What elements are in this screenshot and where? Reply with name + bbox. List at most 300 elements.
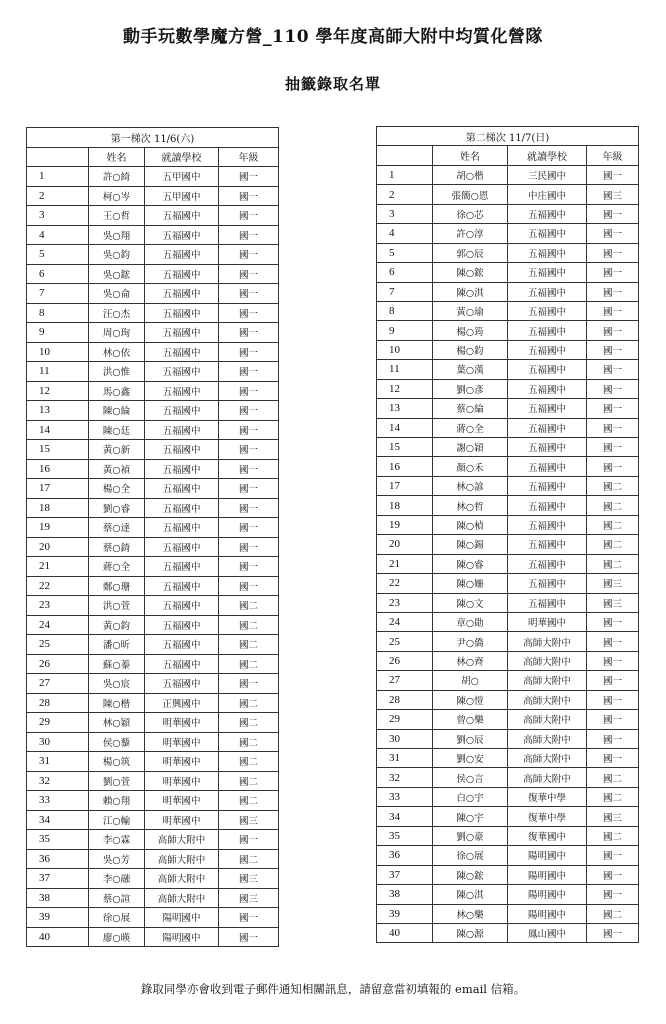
- batch-2-table: [376, 126, 639, 943]
- school-name: 五福國中: [508, 574, 587, 593]
- school-name: 陽明國中: [145, 908, 219, 928]
- grade-level: 國三: [219, 869, 279, 889]
- table-row: [377, 204, 639, 223]
- student-name: 陳○姍: [433, 574, 508, 593]
- student-name: 陳○楨: [433, 515, 508, 534]
- school-name: 高師大附中: [508, 632, 587, 651]
- grade-level: 國一: [219, 206, 279, 226]
- student-name: 楊○筑: [89, 752, 145, 772]
- row-number: 9: [377, 321, 433, 340]
- row-number: 17: [377, 476, 433, 495]
- row-number: 7: [377, 282, 433, 301]
- grade-level: 國二: [219, 615, 279, 635]
- school-name: 五福國中: [145, 459, 219, 479]
- student-name: 蘇○蓁: [89, 654, 145, 674]
- student-name: 白○宇: [433, 787, 508, 806]
- grade-level: 國二: [219, 791, 279, 811]
- school-name: 高師大附中: [145, 849, 219, 869]
- table-row: [377, 515, 639, 534]
- table-row: [27, 381, 279, 401]
- school-name: 五福國中: [145, 420, 219, 440]
- table-row: [27, 206, 279, 226]
- school-name: 五福國中: [508, 243, 587, 262]
- table-row: [377, 399, 639, 418]
- school-name: 五福國中: [508, 457, 587, 476]
- grade-level: 國一: [219, 830, 279, 850]
- grade-level: 國一: [219, 264, 279, 284]
- row-number: 4: [377, 224, 433, 243]
- grade-level: 國一: [587, 165, 639, 184]
- header-name: 姓名: [433, 146, 508, 165]
- table-row: [377, 632, 639, 651]
- school-name: 高師大附中: [508, 710, 587, 729]
- school-name: 五福國中: [145, 303, 219, 323]
- school-name: 五福國中: [508, 340, 587, 359]
- school-name: 五福國中: [508, 224, 587, 243]
- table-row: [27, 498, 279, 518]
- row-number: 33: [27, 791, 89, 811]
- student-name: 林○依: [89, 342, 145, 362]
- student-name: 王○哲: [89, 206, 145, 226]
- student-name: 劉○豪: [433, 826, 508, 845]
- row-number: 4: [27, 225, 89, 245]
- row-number: 3: [377, 204, 433, 223]
- batch-1-caption: 第一梯次 11/6(六): [27, 128, 279, 148]
- grade-level: 國一: [219, 518, 279, 538]
- student-name: 陳○淇: [433, 885, 508, 904]
- table-row: [27, 615, 279, 635]
- student-name: 徐○展: [89, 908, 145, 928]
- table-row: [27, 674, 279, 694]
- grade-level: 國一: [587, 340, 639, 359]
- table-row: [27, 362, 279, 382]
- student-name: 陳○錫: [433, 535, 508, 554]
- grade-level: 國二: [587, 496, 639, 515]
- row-number: 35: [377, 826, 433, 845]
- table-row: [27, 869, 279, 889]
- row-number: 39: [27, 908, 89, 928]
- student-name: 楊○筠: [433, 321, 508, 340]
- table-row: [27, 342, 279, 362]
- row-number: 24: [377, 612, 433, 631]
- table-row: [377, 321, 639, 340]
- grade-level: 國一: [587, 282, 639, 301]
- school-name: 五福國中: [145, 479, 219, 499]
- student-name: 葉○漢: [433, 360, 508, 379]
- school-name: 五福國中: [508, 379, 587, 398]
- student-name: 潘○昕: [89, 635, 145, 655]
- row-number: 39: [377, 904, 433, 923]
- grade-level: 國二: [219, 732, 279, 752]
- row-number: 40: [27, 927, 89, 947]
- row-number: 5: [27, 245, 89, 265]
- table-header-row: [377, 146, 639, 165]
- school-name: 明華國中: [145, 713, 219, 733]
- school-name: 五福國中: [508, 282, 587, 301]
- school-name: 五福國中: [508, 535, 587, 554]
- table-row: [377, 749, 639, 768]
- school-name: 復華國中: [508, 826, 587, 845]
- row-number: 32: [27, 771, 89, 791]
- student-name: 吳○侖: [89, 284, 145, 304]
- school-name: 五福國中: [508, 418, 587, 437]
- row-number: 6: [377, 263, 433, 282]
- student-name: 蔡○達: [89, 518, 145, 538]
- table-row: [27, 225, 279, 245]
- grade-level: 國一: [587, 885, 639, 904]
- row-number: 26: [27, 654, 89, 674]
- row-number: 40: [377, 923, 433, 942]
- school-name: 明華國中: [145, 752, 219, 772]
- grade-level: 國一: [587, 321, 639, 340]
- school-name: 五福國中: [145, 654, 219, 674]
- grade-level: 國三: [587, 593, 639, 612]
- row-number: 1: [377, 165, 433, 184]
- table-row: [377, 904, 639, 923]
- grade-level: 國一: [587, 923, 639, 942]
- grade-level: 國一: [219, 674, 279, 694]
- school-name: 高師大附中: [145, 888, 219, 908]
- student-name: 吳○翔: [89, 225, 145, 245]
- row-number: 30: [27, 732, 89, 752]
- row-number: 29: [377, 710, 433, 729]
- grade-level: 國二: [587, 787, 639, 806]
- grade-level: 國一: [587, 671, 639, 690]
- student-name: 蔣○全: [433, 418, 508, 437]
- school-name: 明華國中: [145, 771, 219, 791]
- table-row: [27, 420, 279, 440]
- student-name: 馬○鑫: [89, 381, 145, 401]
- table-row: [377, 671, 639, 690]
- row-number: 38: [27, 888, 89, 908]
- table-row: [27, 557, 279, 577]
- grade-level: 國一: [587, 399, 639, 418]
- grade-level: 國二: [587, 554, 639, 573]
- row-number: 13: [377, 399, 433, 418]
- row-number: 37: [27, 869, 89, 889]
- student-name: 林○樂: [433, 904, 508, 923]
- school-name: 五福國中: [508, 321, 587, 340]
- grade-level: 國一: [587, 224, 639, 243]
- table-row: [27, 791, 279, 811]
- table-row: [377, 787, 639, 806]
- school-name: 陽明國中: [508, 846, 587, 865]
- row-number: 24: [27, 615, 89, 635]
- table-row: [377, 243, 639, 262]
- header-grade: 年級: [219, 147, 279, 167]
- school-name: 五福國中: [145, 635, 219, 655]
- school-name: 五福國中: [145, 498, 219, 518]
- student-name: 柯○岑: [89, 186, 145, 206]
- grade-level: 國一: [219, 323, 279, 343]
- school-name: 高師大附中: [508, 749, 587, 768]
- table-row: [377, 710, 639, 729]
- student-name: 洪○萱: [89, 596, 145, 616]
- table-row: [377, 923, 639, 942]
- grade-level: 國一: [219, 557, 279, 577]
- student-name: 蔣○全: [89, 557, 145, 577]
- row-number: 23: [377, 593, 433, 612]
- table-row: [27, 440, 279, 460]
- grade-level: 國一: [219, 362, 279, 382]
- student-name: 李○融: [89, 869, 145, 889]
- row-number: 8: [377, 301, 433, 320]
- header-grade: 年級: [587, 146, 639, 165]
- table-row: [377, 418, 639, 437]
- student-name: 劉○辰: [433, 729, 508, 748]
- student-name: 陳○文: [433, 593, 508, 612]
- grade-level: 國二: [587, 768, 639, 787]
- student-name: 蔡○諠: [89, 888, 145, 908]
- school-name: 五福國中: [508, 593, 587, 612]
- header-school: 就讀學校: [508, 146, 587, 165]
- student-name: 陳○淇: [433, 282, 508, 301]
- student-name: 蔡○錡: [89, 537, 145, 557]
- school-name: 五福國中: [145, 342, 219, 362]
- row-number: 12: [377, 379, 433, 398]
- grade-level: 國一: [587, 379, 639, 398]
- student-name: 劉○萱: [89, 771, 145, 791]
- grade-level: 國一: [587, 612, 639, 631]
- table-row: [27, 713, 279, 733]
- school-name: 五福國中: [145, 401, 219, 421]
- student-name: 章○勛: [433, 612, 508, 631]
- row-number: 21: [377, 554, 433, 573]
- grade-level: 國一: [587, 204, 639, 223]
- grade-level: 國二: [219, 654, 279, 674]
- row-number: 30: [377, 729, 433, 748]
- school-name: 五福國中: [145, 206, 219, 226]
- grade-level: 國一: [219, 303, 279, 323]
- student-name: 陳○睿: [433, 554, 508, 573]
- table-row: [27, 264, 279, 284]
- row-number: 37: [377, 865, 433, 884]
- grade-level: 國三: [219, 810, 279, 830]
- row-number: 38: [377, 885, 433, 904]
- student-name: 李○霖: [89, 830, 145, 850]
- table-row: [377, 729, 639, 748]
- row-number: 8: [27, 303, 89, 323]
- grade-level: 國一: [587, 865, 639, 884]
- student-name: 徐○芯: [433, 204, 508, 223]
- school-name: 五福國中: [508, 515, 587, 534]
- school-name: 五福國中: [508, 204, 587, 223]
- grade-level: 國二: [219, 693, 279, 713]
- grade-level: 國一: [587, 846, 639, 865]
- grade-level: 國一: [587, 749, 639, 768]
- table-row: [377, 612, 639, 631]
- school-name: 五福國中: [508, 496, 587, 515]
- table-row: [377, 379, 639, 398]
- row-number: 17: [27, 479, 89, 499]
- row-number: 33: [377, 787, 433, 806]
- row-number: 18: [27, 498, 89, 518]
- table-row: [377, 496, 639, 515]
- table-row: [377, 476, 639, 495]
- grade-level: 國一: [587, 438, 639, 457]
- student-name: 劉○安: [433, 749, 508, 768]
- row-number: 15: [27, 440, 89, 460]
- student-name: 陳○廷: [89, 420, 145, 440]
- school-name: 五福國中: [508, 301, 587, 320]
- school-name: 五福國中: [145, 537, 219, 557]
- student-name: 胡○: [433, 671, 508, 690]
- student-name: 林○穎: [89, 713, 145, 733]
- student-name: 吳○鈞: [89, 245, 145, 265]
- grade-level: 國二: [219, 771, 279, 791]
- row-number: 12: [27, 381, 89, 401]
- school-name: 陽明國中: [145, 927, 219, 947]
- student-name: 陳○宇: [433, 807, 508, 826]
- table-row: [377, 865, 639, 884]
- row-number: 18: [377, 496, 433, 515]
- student-name: 陳○愷: [433, 690, 508, 709]
- table-row: [27, 167, 279, 187]
- student-name: 許○綺: [89, 167, 145, 187]
- student-name: 黃○鈞: [89, 615, 145, 635]
- school-name: 五福國中: [145, 440, 219, 460]
- row-number: 9: [27, 323, 89, 343]
- table-row: [377, 282, 639, 301]
- row-number: 25: [27, 635, 89, 655]
- school-name: 五福國中: [508, 360, 587, 379]
- grade-level: 國一: [219, 284, 279, 304]
- grade-level: 國一: [587, 360, 639, 379]
- grade-level: 國一: [219, 420, 279, 440]
- school-name: 明華國中: [145, 810, 219, 830]
- grade-level: 國一: [219, 186, 279, 206]
- grade-level: 國一: [219, 440, 279, 460]
- student-name: 吳○芳: [89, 849, 145, 869]
- row-number: 13: [27, 401, 89, 421]
- row-number: 21: [27, 557, 89, 577]
- grade-level: 國一: [219, 927, 279, 947]
- row-number: 20: [377, 535, 433, 554]
- table-row: [377, 593, 639, 612]
- row-number: 22: [377, 574, 433, 593]
- table-row: [377, 263, 639, 282]
- school-name: 復華中學: [508, 787, 587, 806]
- row-number: 7: [27, 284, 89, 304]
- student-name: 蔡○綸: [433, 399, 508, 418]
- school-name: 五福國中: [145, 362, 219, 382]
- grade-level: 國二: [587, 515, 639, 534]
- header-name: 姓名: [89, 147, 145, 167]
- school-name: 五福國中: [508, 399, 587, 418]
- row-number: 10: [377, 340, 433, 359]
- student-name: 楊○全: [89, 479, 145, 499]
- student-name: 陳○鋐: [433, 263, 508, 282]
- row-number: 14: [27, 420, 89, 440]
- school-name: 五福國中: [508, 263, 587, 282]
- row-number: 6: [27, 264, 89, 284]
- student-name: 廖○暎: [89, 927, 145, 947]
- grade-level: 國一: [587, 301, 639, 320]
- table-row: [27, 830, 279, 850]
- grade-level: 國三: [587, 807, 639, 826]
- grade-level: 國一: [219, 401, 279, 421]
- grade-level: 國二: [587, 535, 639, 554]
- school-name: 五福國中: [145, 245, 219, 265]
- row-number: 15: [377, 438, 433, 457]
- student-name: 黃○禎: [89, 459, 145, 479]
- student-name: 陳○楷: [89, 693, 145, 713]
- table-row: [377, 846, 639, 865]
- header-number: [27, 147, 89, 167]
- row-number: 22: [27, 576, 89, 596]
- grade-level: 國二: [219, 635, 279, 655]
- table-row: [377, 360, 639, 379]
- grade-level: 國一: [219, 245, 279, 265]
- grade-level: 國一: [587, 418, 639, 437]
- school-name: 五福國中: [145, 264, 219, 284]
- table-header-row: [27, 147, 279, 167]
- school-name: 高師大附中: [508, 651, 587, 670]
- row-number: 2: [377, 185, 433, 204]
- table-row: [27, 186, 279, 206]
- header-school: 就讀學校: [145, 147, 219, 167]
- table-row: [377, 438, 639, 457]
- school-name: 陽明國中: [508, 865, 587, 884]
- table-row: [377, 340, 639, 359]
- school-name: 中庄國中: [508, 185, 587, 204]
- school-name: 五甲國中: [145, 167, 219, 187]
- table-row: [27, 479, 279, 499]
- grade-level: 國一: [219, 537, 279, 557]
- student-name: 胡○楷: [433, 165, 508, 184]
- student-name: 吳○宸: [89, 674, 145, 694]
- school-name: 高師大附中: [508, 729, 587, 748]
- student-name: 劉○彥: [433, 379, 508, 398]
- student-name: 鄭○珊: [89, 576, 145, 596]
- row-number: 19: [377, 515, 433, 534]
- student-name: 汪○杰: [89, 303, 145, 323]
- student-name: 林○哲: [433, 496, 508, 515]
- table-row: [27, 888, 279, 908]
- grade-level: 國一: [219, 498, 279, 518]
- school-name: 明華國中: [145, 732, 219, 752]
- grade-level: 國一: [219, 167, 279, 187]
- student-name: 侯○言: [433, 768, 508, 787]
- grade-level: 國二: [219, 713, 279, 733]
- table-row: [27, 654, 279, 674]
- school-name: 五福國中: [145, 381, 219, 401]
- student-name: 許○淳: [433, 224, 508, 243]
- student-name: 周○珣: [89, 323, 145, 343]
- school-name: 高師大附中: [145, 830, 219, 850]
- student-name: 尹○僑: [433, 632, 508, 651]
- grade-level: 國二: [219, 596, 279, 616]
- row-number: 16: [27, 459, 89, 479]
- grade-level: 國一: [219, 908, 279, 928]
- row-number: 5: [377, 243, 433, 262]
- student-name: 黃○瑜: [433, 301, 508, 320]
- school-name: 陽明國中: [508, 904, 587, 923]
- page-subtitle: 抽籤錄取名單: [284, 75, 381, 93]
- school-name: 五福國中: [508, 438, 587, 457]
- school-name: 三民國中: [508, 165, 587, 184]
- batch-2-caption: 第二梯次 11/7(日): [377, 127, 639, 146]
- grade-level: 國一: [219, 381, 279, 401]
- school-name: 明華國中: [145, 791, 219, 811]
- table-row: [27, 810, 279, 830]
- grade-level: 國一: [587, 632, 639, 651]
- student-name: 劉○睿: [89, 498, 145, 518]
- school-name: 五福國中: [145, 674, 219, 694]
- table-row: [27, 635, 279, 655]
- table-row: [27, 323, 279, 343]
- student-name: 顏○禾: [433, 457, 508, 476]
